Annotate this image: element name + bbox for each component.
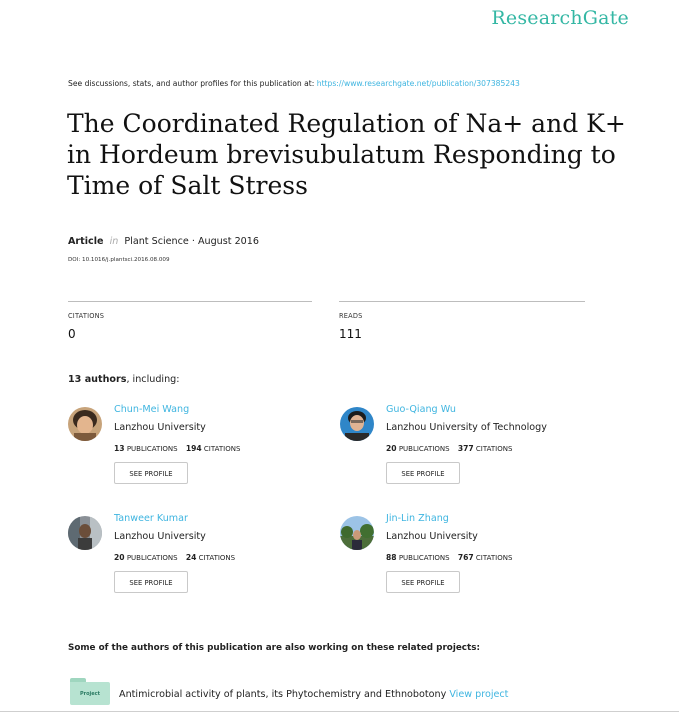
author-institution: Lanzhou University bbox=[386, 531, 478, 542]
publication-meta bbox=[68, 236, 259, 247]
publication-count: 88 bbox=[386, 553, 397, 562]
publications-label: PUBLICATIONS bbox=[398, 554, 450, 562]
avatar[interactable] bbox=[340, 516, 374, 550]
avatar[interactable] bbox=[68, 516, 102, 550]
citation-count: 194 bbox=[185, 444, 202, 453]
author-stats bbox=[386, 444, 512, 453]
author-card bbox=[340, 404, 620, 504]
citation-count: 377 bbox=[457, 444, 474, 453]
related-projects-heading: Some of the authors of this publication are also working on these related projects: bbox=[68, 643, 480, 653]
citations-label: CITATIONS bbox=[475, 554, 513, 562]
author-name[interactable]: Tanweer Kumar bbox=[114, 513, 188, 524]
citations-label: CITATIONS bbox=[203, 445, 241, 453]
author-card bbox=[340, 513, 620, 613]
publication-count: 20 bbox=[386, 444, 397, 453]
authors-heading bbox=[68, 374, 179, 385]
avatar[interactable] bbox=[340, 407, 374, 441]
reads-divider bbox=[339, 301, 585, 302]
author-card bbox=[68, 404, 348, 504]
author-stats bbox=[114, 553, 235, 562]
reads-label: READS bbox=[339, 312, 363, 320]
project-text bbox=[119, 689, 508, 700]
doi: DOI: 10.1016/j.plantsci.2016.08.009 bbox=[68, 257, 170, 263]
author-institution: Lanzhou University of Technology bbox=[386, 422, 547, 433]
citations-value: 0 bbox=[68, 327, 76, 341]
see-profile-button[interactable]: SEE PROFILE bbox=[386, 571, 460, 593]
publication-count: 13 bbox=[114, 444, 125, 453]
authors-count: 13 authors bbox=[68, 374, 127, 385]
project-folder-icon bbox=[70, 678, 110, 705]
citations-divider bbox=[68, 301, 312, 302]
publication-link[interactable]: https://www.researchgate.net/publication/307385243 bbox=[316, 79, 520, 88]
reads-value: 111 bbox=[339, 327, 362, 341]
authors-suffix: , including: bbox=[126, 374, 180, 385]
author-name[interactable]: Chun-Mei Wang bbox=[114, 404, 190, 415]
journal-date[interactable]: Plant Science · August 2016 bbox=[124, 236, 259, 247]
citation-count: 767 bbox=[457, 553, 474, 562]
citation-count: 24 bbox=[185, 553, 197, 562]
publication-type: Article bbox=[68, 236, 104, 247]
see-profile-button[interactable]: SEE PROFILE bbox=[386, 462, 460, 484]
author-name[interactable]: Jin-Lin Zhang bbox=[386, 513, 449, 524]
publications-label: PUBLICATIONS bbox=[398, 445, 450, 453]
avatar[interactable] bbox=[68, 407, 102, 441]
author-institution: Lanzhou University bbox=[114, 422, 206, 433]
author-institution: Lanzhou University bbox=[114, 531, 206, 542]
see-profile-button[interactable]: SEE PROFILE bbox=[114, 571, 188, 593]
author-stats bbox=[386, 553, 512, 562]
page-bottom-divider bbox=[0, 711, 679, 712]
project-item bbox=[68, 678, 628, 708]
author-card bbox=[68, 513, 348, 613]
researchgate-logo[interactable]: ResearchGate bbox=[491, 7, 629, 29]
author-stats bbox=[114, 444, 240, 453]
author-name[interactable]: Guo-Qiang Wu bbox=[386, 404, 456, 415]
citations-label: CITATIONS bbox=[68, 312, 105, 320]
citations-label: CITATIONS bbox=[198, 554, 236, 562]
publications-label: PUBLICATIONS bbox=[126, 554, 178, 562]
in-label: in bbox=[109, 236, 119, 247]
publication-count: 20 bbox=[114, 553, 125, 562]
citations-label: CITATIONS bbox=[475, 445, 513, 453]
discussions-text: See discussions, stats, and author profiles for this publication at: bbox=[68, 79, 317, 88]
publications-label: PUBLICATIONS bbox=[126, 445, 178, 453]
view-project-link[interactable]: View project bbox=[449, 689, 509, 700]
publication-title: The Coordinated Regulation of Na+ and K+ in Hordeum brevisubulatum Responding to Time of Salt Stress bbox=[67, 109, 626, 200]
see-profile-button[interactable]: SEE PROFILE bbox=[114, 462, 188, 484]
project-title: Antimicrobial activity of plants, its Phytochemistry and Ethnobotony bbox=[119, 689, 447, 700]
project-badge: Project bbox=[70, 682, 110, 705]
discussions-notice bbox=[68, 79, 520, 88]
